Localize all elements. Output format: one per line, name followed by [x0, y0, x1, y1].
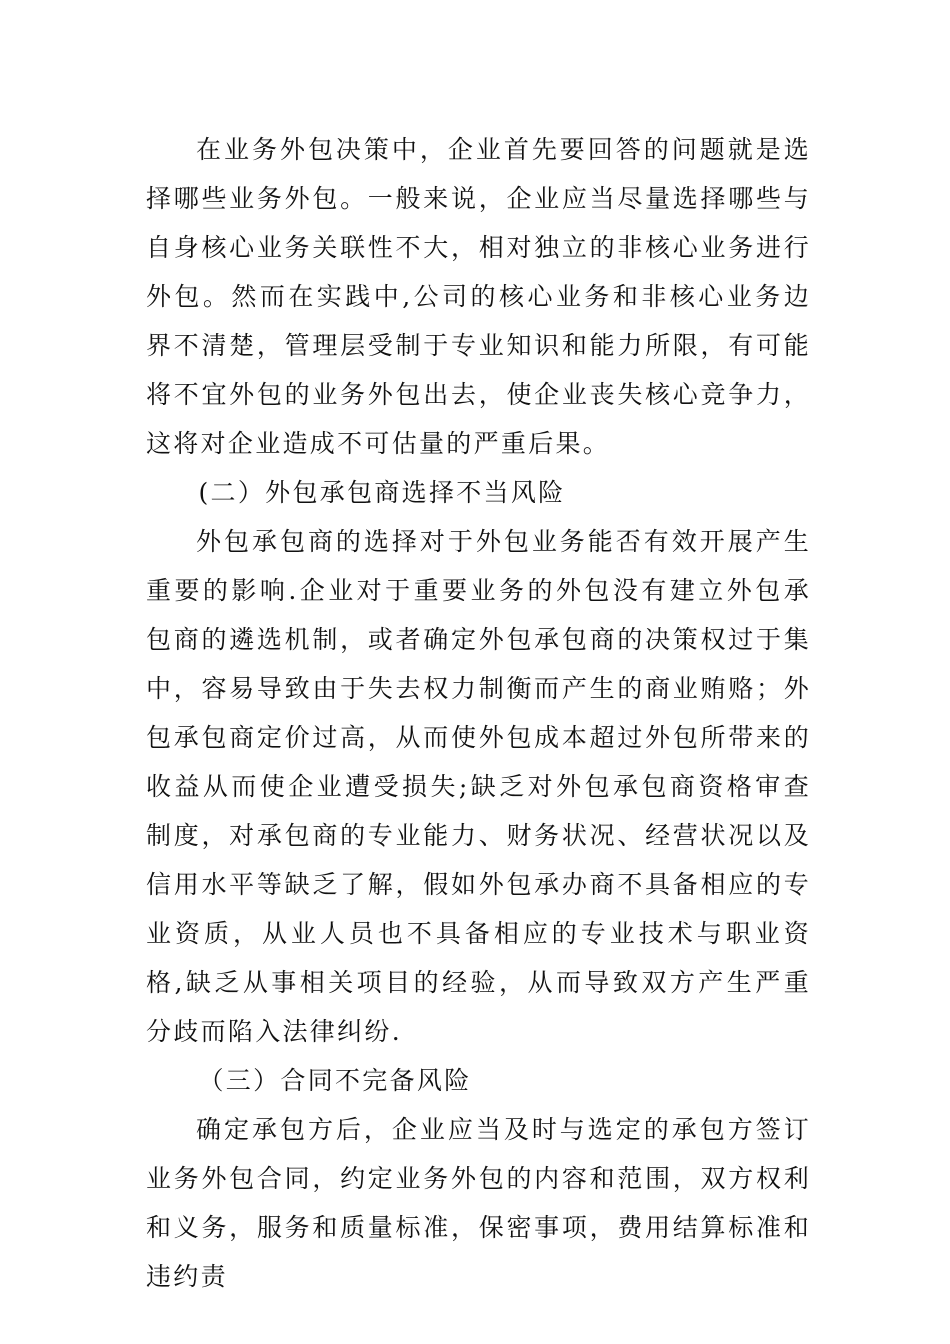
section-heading-contract-incomplete-risk: （三）合同不完备风险 — [198, 1066, 472, 1095]
section-heading-contractor-selection-risk: (二）外包承包商选择不当风险 — [198, 478, 566, 507]
document-body — [146, 125, 811, 1301]
paragraph-outsourcing-decision: 在业务外包决策中，企业首先要回答的问题就是选择哪些业务外包。一般来说，企业应当尽量选择哪些与自身核心业务关联性不大，相对独立的非核心业务进行外包。然而在实践中,公司的核心业务和非核心业务边界不清楚，管理层受制于专业知识和能力所限，有可能将不宜外包的业务外包出去，使企业丧失核心竞争力，这将对企业造成不可估量的严重后果。 — [146, 135, 811, 458]
paragraph-contractor-selection: 外包承包商的选择对于外包业务能否有效开展产生重要的影响.企业对于重要业务的外包没有建立外包承包商的遴选机制，或者确定外包承包商的决策权过于集中，容易导致由于失去权力制衡而产生的商业贿赂；外包承包商定价过高，从而使外包成本超过外包所带来的收益从而使企业遭受损失;缺乏对外包承包商资格审查制度，对承包商的专业能力、财务状况、经营状况以及信用水平等缺乏了解，假如外包承办商不具备相应的专业资质，从业人员也不具备相应的专业技术与职业资格,缺乏从事相关项目的经验，从而导致双方产生严重分歧而陷入法律纠纷. — [146, 527, 811, 1046]
paragraph-contract-signing: 确定承包方后，企业应当及时与选定的承包方签订业务外包合同，约定业务外包的内容和范围，双方权利和义务，服务和质量标准，保密事项，费用结算标准和违约责 — [146, 1115, 811, 1291]
